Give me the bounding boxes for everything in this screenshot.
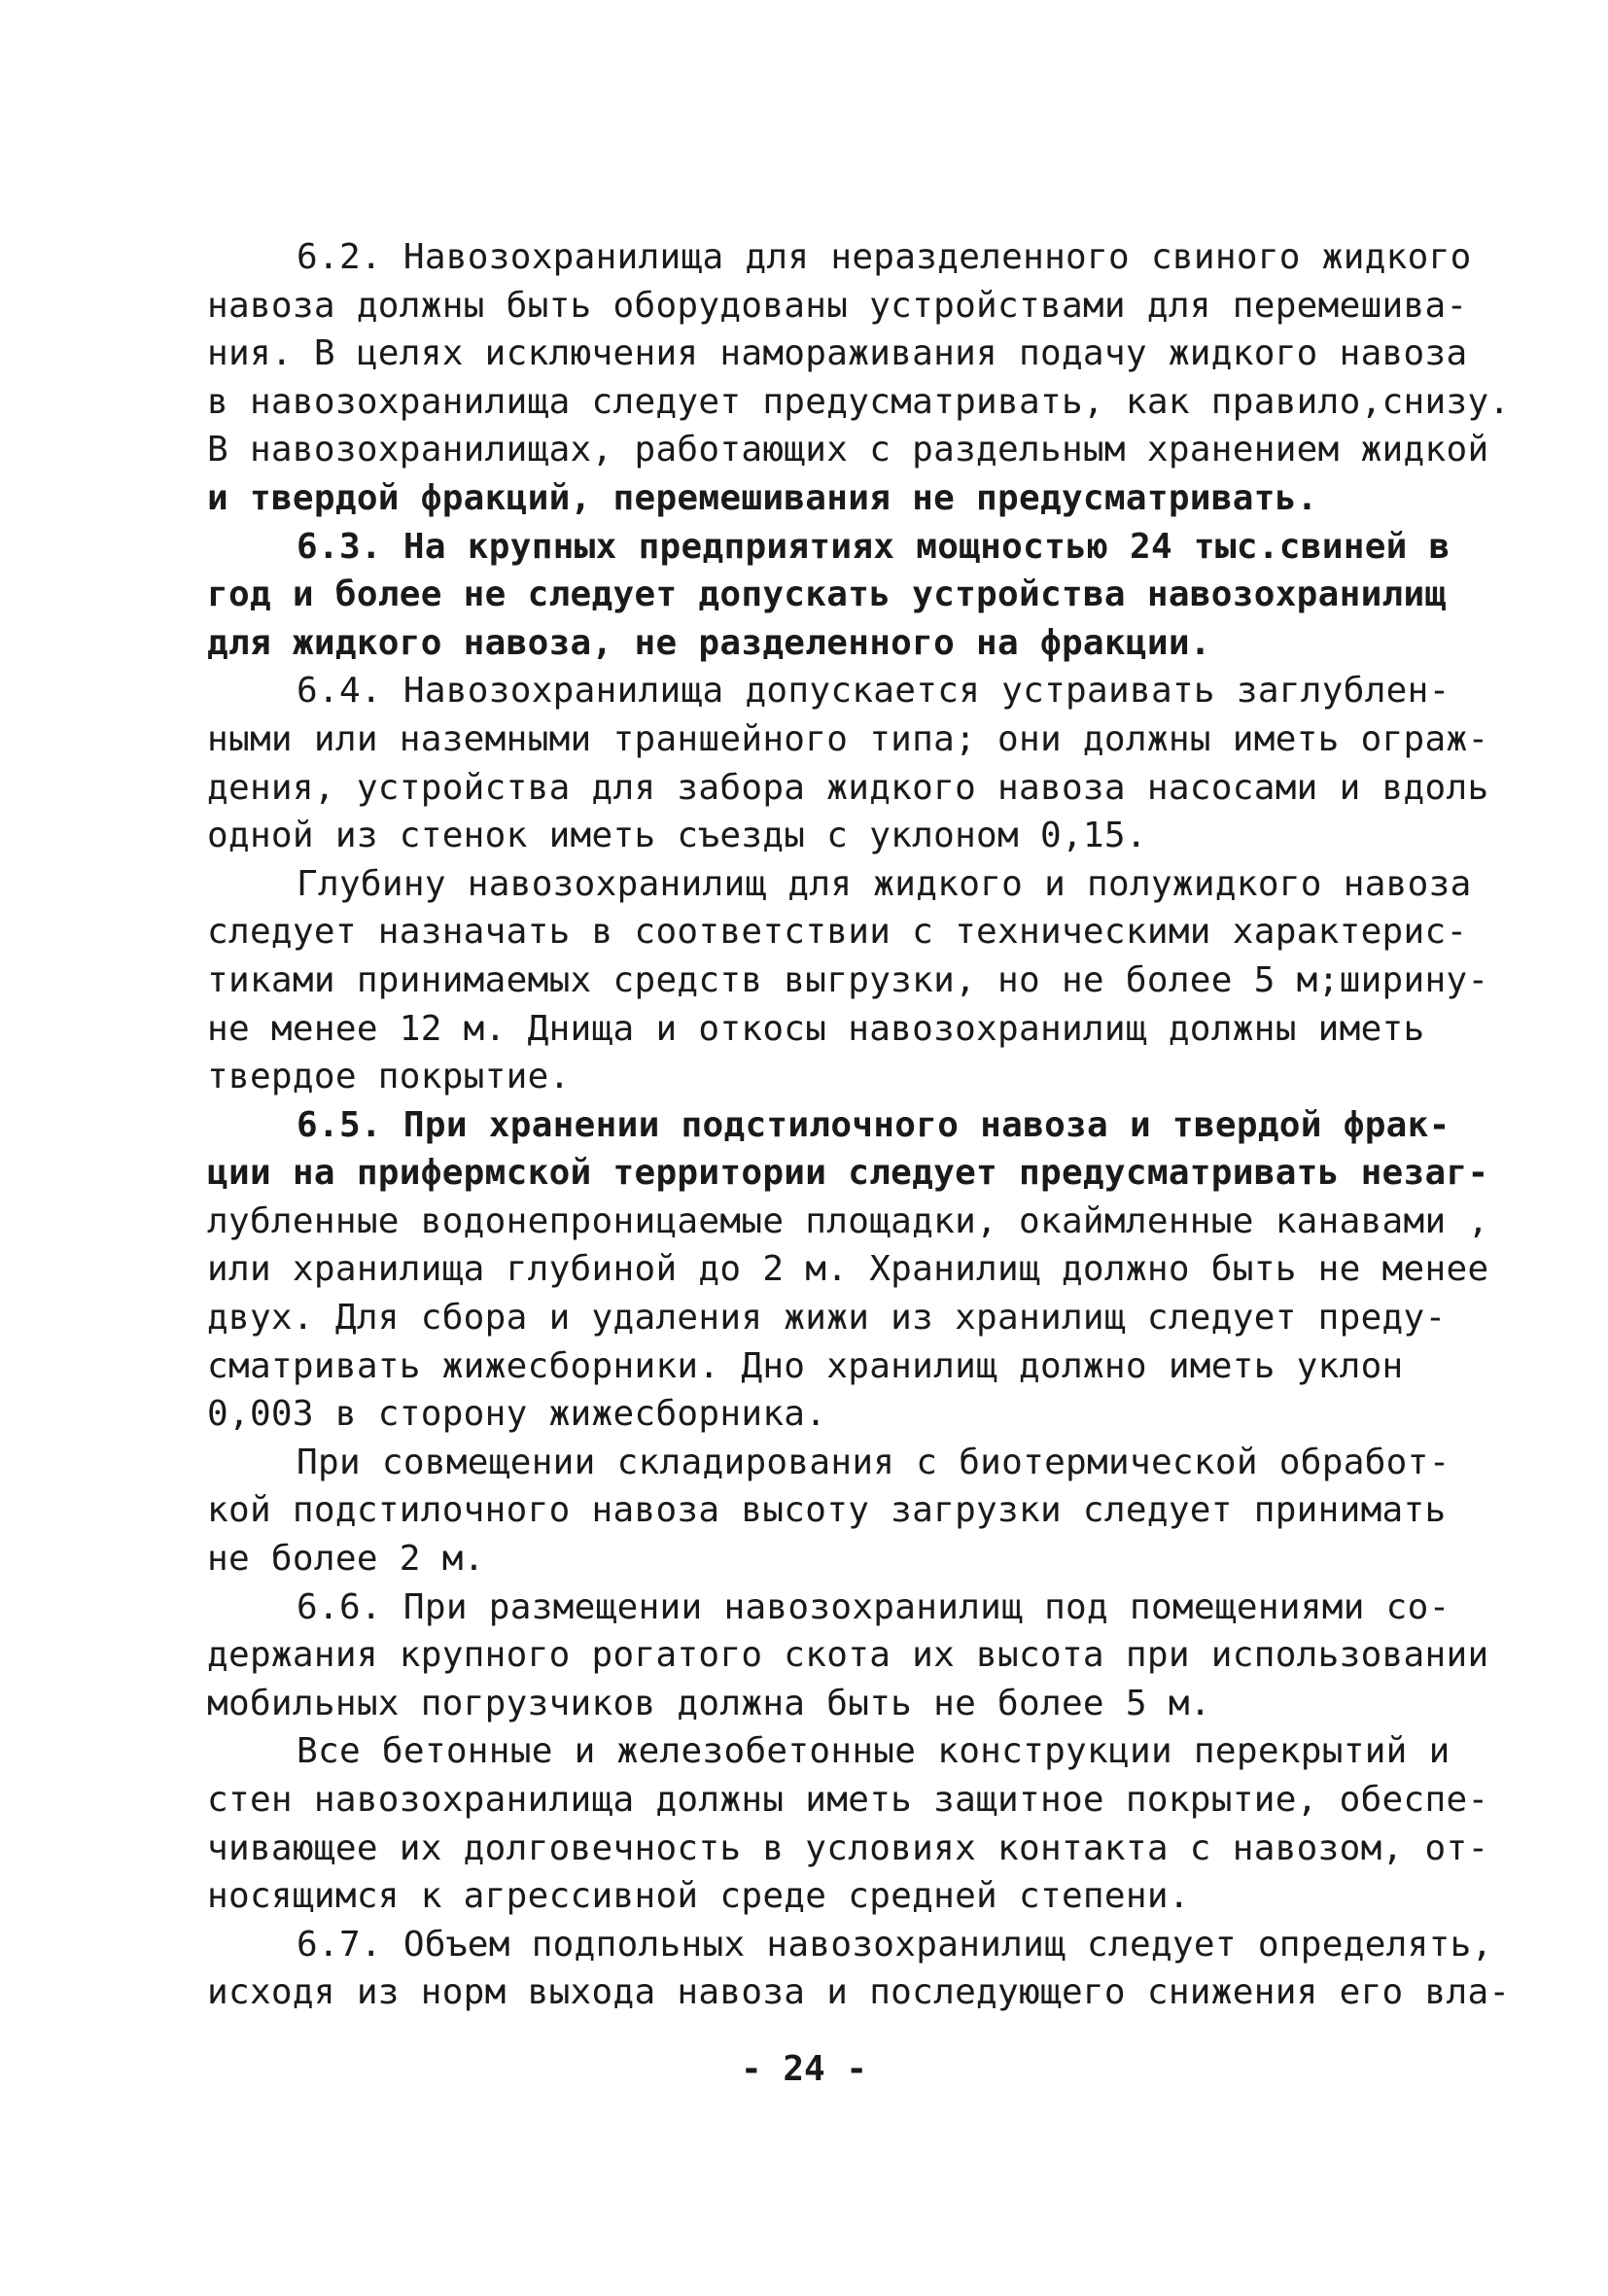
text-line: и твердой фракций, перемешивания не предусматривать. xyxy=(207,477,1318,518)
text-line: двух. Для сбора и удаления жижи из хранилищ следует преду- xyxy=(207,1298,1447,1339)
text-line: кой подстилочного навоза высоту загрузки следует принимать xyxy=(207,1490,1447,1531)
text-line: 6.4. Навозохранилища допускается устраивать заглублен- xyxy=(297,671,1451,712)
text-line: исходя из норм выхода навоза и последующего снижения его вла- xyxy=(207,1972,1511,2013)
text-line: ции на прифермской территории следует предусматривать незаг- xyxy=(207,1153,1489,1194)
text-line: лубленные водонепроницаемые площадки, окаймленные канавами , xyxy=(207,1200,1489,1241)
text-line: 6.2. Навозохранилища для неразделенного свиного жидкого xyxy=(297,237,1472,277)
text-line: В навозохранилищах, работающих с раздельным хранением жидкой xyxy=(207,430,1489,470)
text-line: Все бетонные и железобетонные конструкции перекрытий и xyxy=(297,1731,1451,1772)
text-line: При совмещении складирования с биотермической обработ- xyxy=(297,1442,1451,1482)
text-line: навоза должны быть оборудованы устройствами для перемешива- xyxy=(207,285,1468,326)
text-line: твердое покрытие. xyxy=(207,1057,571,1097)
text-line: одной из стенок иметь съезды с уклоном 0,15. xyxy=(207,816,1147,856)
text-line: для жидкого навоза, не разделенного на фракции. xyxy=(207,622,1211,663)
text-line: год и более не следует допускать устройства навозохранилищ xyxy=(207,574,1447,615)
text-line: Глубину навозохранилищ для жидкого и полужидкого навоза xyxy=(297,863,1472,904)
text-line: не менее 12 м. Днища и откосы навозохранилищ должны иметь xyxy=(207,1008,1425,1049)
text-line: не более 2 м. xyxy=(207,1539,485,1580)
text-line: чивающее их долговечность в условиях контакта с навозом, от- xyxy=(207,1827,1489,1868)
text-line: 6.6. При размещении навозохранилищ под помещениями со- xyxy=(297,1586,1451,1627)
page-number: - 24 - xyxy=(740,2049,868,2089)
text-line: в навозохранилища следует предусматривать, как правило,снизу. xyxy=(207,381,1511,422)
text-line: держания крупного рогатого скота их высота при использовании xyxy=(207,1635,1489,1676)
text-line: сматривать жижесборники. Дно хранилищ должно иметь уклон xyxy=(207,1345,1404,1386)
text-line: 0,003 в сторону жижесборника. xyxy=(207,1394,827,1435)
text-line: 6.3. На крупных предприятиях мощностью 24 тыс.свиней в xyxy=(297,526,1451,567)
text-line: ными или наземными траншейного типа; они должны иметь ограж- xyxy=(207,718,1489,759)
text-line: мобильных погрузчиков должна быть не более 5 м. xyxy=(207,1683,1211,1723)
text-line: тиками принимаемых средств выгрузки, но не более 5 м;ширину- xyxy=(207,959,1489,1000)
text-line: носящимся к агрессивной среде средней степени. xyxy=(207,1876,1190,1917)
text-line: дения, устройства для забора жидкого навоза насосами и вдоль xyxy=(207,767,1489,808)
document-body xyxy=(207,233,1511,2017)
text-line: 6.5. При хранении подстилочного навоза и твердой фрак- xyxy=(297,1104,1451,1145)
text-line: 6.7. Объем подпольных навозохранилищ следует определять, xyxy=(297,1924,1493,1965)
text-line: ния. В целях исключения намораживания подачу жидкого навоза xyxy=(207,333,1468,374)
text-line: следует назначать в соответствии с техническими характерис- xyxy=(207,912,1468,953)
text-line: или хранилища глубиной до 2 м. Хранилищ должно быть не менее xyxy=(207,1249,1489,1290)
text-line: стен навозохранилища должны иметь защитное покрытие, обеспе- xyxy=(207,1780,1489,1820)
